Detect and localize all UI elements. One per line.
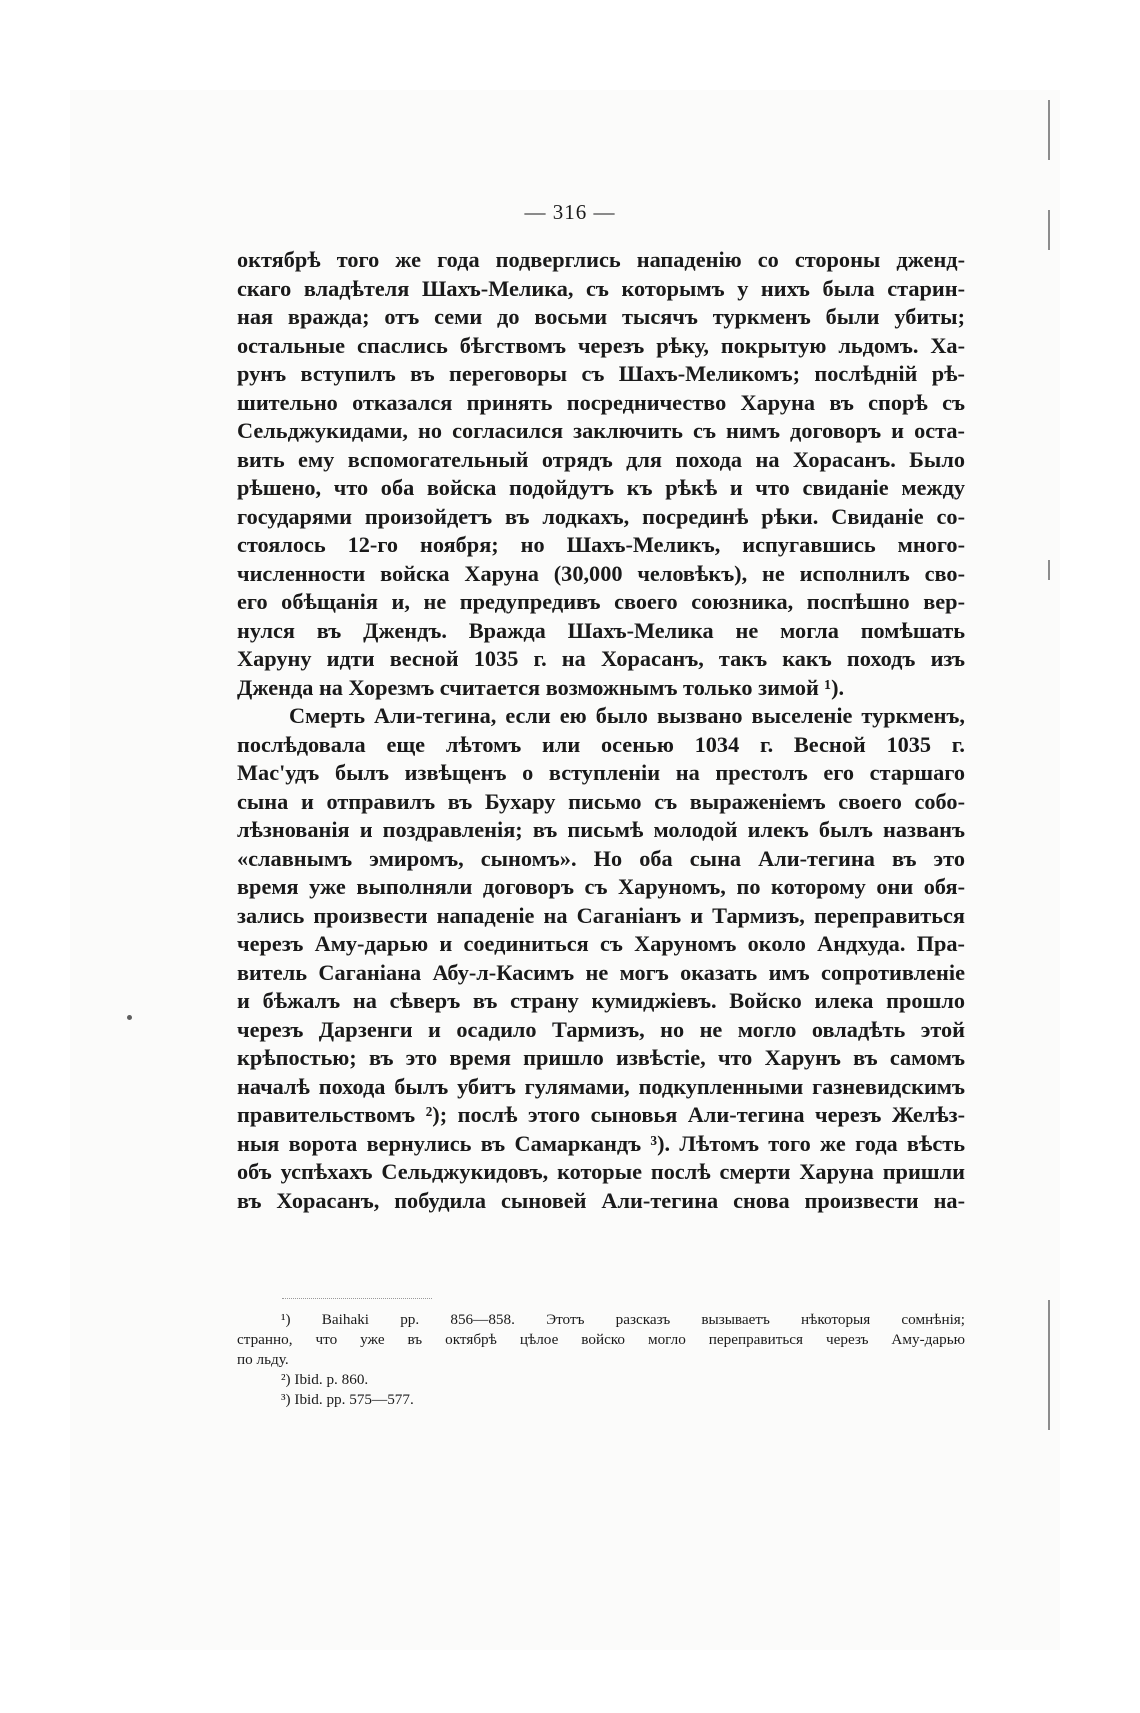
text-line: шительно отказался принять посредничество Харуна въ спорѣ съ <box>237 389 965 415</box>
paragraph-end-line: Дженда на Хорезмъ считается возможнымъ только зимой ¹). <box>237 674 845 700</box>
text-line: Харуну идти весной 1035 г. на Хорасанъ, такъ какъ походъ изъ <box>237 646 965 671</box>
text-line: Сельджукидами, но согласился заключить съ нимъ договоръ и оста- <box>237 418 965 443</box>
footnotes <box>237 1310 965 1410</box>
scan-edge-line <box>1048 1300 1050 1430</box>
text-line: крѣпостью; въ это время пришло извѣстіе, что Харунъ въ самомъ <box>237 1045 965 1070</box>
footnote-line: ³) Ibid. pp. 575—577. <box>281 1391 414 1408</box>
text-line: витель Саганіана Абу-л-Касимъ не могъ оказать имъ сопротивленіе <box>237 959 965 985</box>
text-line: стоялось 12-го ноября; но Шахъ-Меликъ, испугавшись много- <box>237 532 965 557</box>
text-line: черезъ Дарзенги и осадило Тармизъ, но не могло овладѣть этой <box>237 1016 965 1042</box>
page-number: — 316 — <box>524 200 616 224</box>
text-line: въ Хорасанъ, побудила сыновей Али-тегина снова произвести на- <box>237 1187 965 1213</box>
footnote-line: по льду. <box>237 1351 289 1368</box>
footnote-line: ¹) Baihaki pp. 856—858. Этотъ разсказъ вызываетъ нѣкоторыя сомнѣнія; <box>281 1311 965 1328</box>
footnote-line: странно, что уже въ октябрѣ цѣлое войско могло переправиться черезъ Аму-дарью <box>237 1331 965 1348</box>
body-text <box>237 246 965 1215</box>
text-line: ныя ворота вернулись въ Самаркандъ ³). Лѣтомъ того же года вѣсть <box>237 1130 965 1156</box>
text-line: лѣзнованія и поздравленія; въ письмѣ молодой илекъ былъ названъ <box>237 817 965 842</box>
footnote-separator <box>282 1298 432 1299</box>
text-line: черезъ Аму-дарью и соединиться съ Харуномъ около Андхуда. Пра- <box>237 931 965 956</box>
scan-edge-line <box>1048 560 1050 580</box>
scan-edge-line <box>1048 100 1050 160</box>
text-line: остальные спаслись бѣгствомъ черезъ рѣку, покрытую льдомъ. Ха- <box>237 332 965 358</box>
text-line: началѣ похода былъ убитъ гулямами, подкупленными газневидскимъ <box>237 1073 965 1099</box>
text-line: сына и отправилъ въ Бухару письмо съ выраженіемъ своего собо- <box>237 788 965 814</box>
paragraph-start-line: Смерть Али-тегина, если ею было вызвано выселеніе туркменъ, <box>289 703 965 728</box>
text-line: время уже выполняли договоръ съ Харуномъ, по которому они обя- <box>237 874 965 899</box>
text-line: и бѣжалъ на сѣверъ въ страну кумиджіевъ. Войско илека прошло <box>237 988 965 1013</box>
text-line: правительствомъ ²); послѣ этого сыновья Али-тегина черезъ Желѣз- <box>237 1102 965 1127</box>
text-line: «славнымъ эмиромъ, сыномъ». Но оба сына Али-тегина въ это <box>237 845 965 871</box>
text-line: послѣдовала еще лѣтомъ или осенью 1034 г. Весной 1035 г. <box>237 731 965 757</box>
footnote-line: ²) Ibid. p. 860. <box>281 1371 369 1388</box>
text-line: октябрѣ того же года подверглись нападенію со стороны дженд- <box>237 247 965 272</box>
text-line: рунъ вступилъ въ переговоры съ Шахъ-Меликомъ; послѣдній рѣ- <box>237 361 965 386</box>
text-line: зались произвести нападеніе на Саганіанъ и Тармизъ, переправиться <box>237 902 965 928</box>
text-line: государями произойдетъ въ лодкахъ, посрединѣ рѣки. Свиданіе со- <box>237 503 965 529</box>
text-line: численности войска Харуна (30,000 человѣкъ), не исполнилъ сво- <box>237 560 965 586</box>
text-line: скаго владѣтеля Шахъ-Мелика, съ которымъ у нихъ была старин- <box>237 275 965 301</box>
text-line: рѣшено, что оба войска подойдутъ къ рѣкѣ и что свиданіе между <box>237 475 965 500</box>
text-line: ная вражда; отъ семи до восьми тысячъ туркменъ были убиты; <box>237 304 965 329</box>
scan-speck <box>127 1015 132 1020</box>
text-line: объ успѣхахъ Сельджукидовъ, которые послѣ смерти Харуна пришли <box>237 1159 965 1184</box>
text-line: нулся въ Джендъ. Вражда Шахъ-Мелика не могла помѣшать <box>237 617 965 643</box>
text-line: его обѣщанія и, не предупредивъ своего союзника, поспѣшно вер- <box>237 589 965 614</box>
text-line: вить ему вспомогательный отрядъ для похода на Хорасанъ. Было <box>237 446 965 472</box>
text-line: Мас'удъ былъ извѣщенъ о вступленіи на престолъ его старшаго <box>237 760 965 785</box>
